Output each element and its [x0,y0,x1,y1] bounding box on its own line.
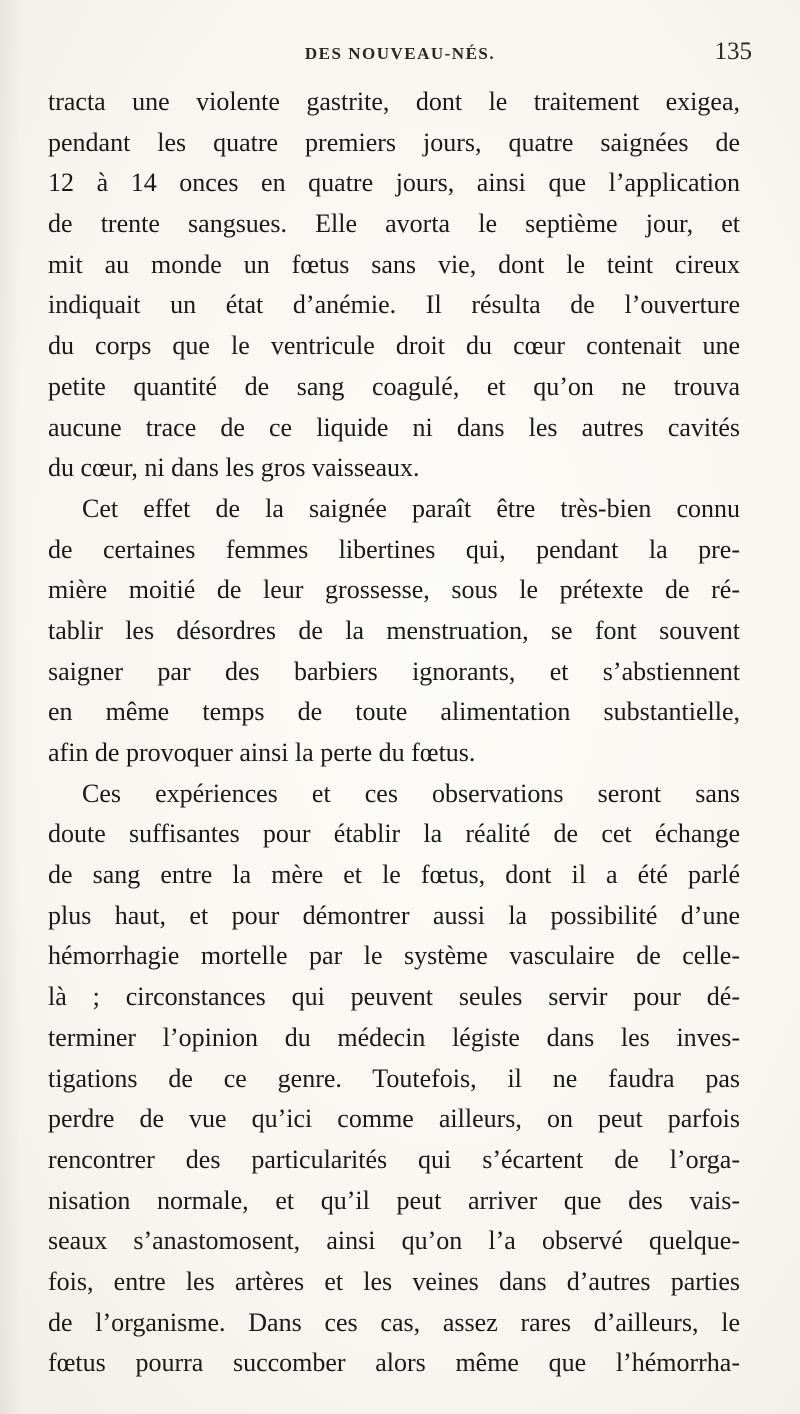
page-number: 135 [714,38,752,65]
text-line: nisation normale, et qu’il peut arriver que des vais- [48,1185,740,1215]
text-line: petite quantité de sang coagulé, et qu’on ne trouva [48,371,740,401]
text-line: saigner par des barbiers ignorants, et s’abstiennent [48,656,740,686]
text-line: tablir les désordres de la menstruation, se font souvent [48,615,740,645]
text-line: Cet effet de la saignée paraît être très-bien connu [82,493,740,523]
text-line: Ces expériences et ces observations seront sans [82,778,740,808]
text-line: perdre de vue qu’ici comme ailleurs, on peut parfois [48,1104,740,1134]
text-line: terminer l’opinion du médecin légiste dans les inves- [48,1022,740,1052]
text-line: de sang entre la mère et le fœtus, dont il a été parlé [48,860,740,890]
text-line: plus haut, et pour démontrer aussi la possibilité d’une [48,900,740,930]
text-line: rencontrer des particularités qui s’écartent de l’orga- [48,1144,740,1174]
text-line: mière moitié de leur grossesse, sous le prétexte de ré- [48,575,740,605]
text-line: là ; circonstances qui peuvent seules servir pour dé- [48,982,740,1012]
running-head [48,38,752,74]
text-line: aucune trace de ce liquide ni dans les autres cavités [48,412,740,442]
text-line: tracta une violente gastrite, dont le traitement exigea, [48,87,740,116]
text-line: mit au monde un fœtus sans vie, dont le teint cireux [48,249,740,279]
text-line: fois, entre les artères et les veines dans d’autres parties [48,1266,740,1296]
text-line: 12 à 14 onces en quatre jours, ainsi que l’application [48,168,740,198]
text-line: en même temps de toute alimentation substantielle, [48,697,740,727]
text-line: de l’organisme. Dans ces cas, assez rares d’ailleurs, le [48,1307,740,1337]
text-line: doute suffisantes pour établir la réalité de cet échange [48,819,740,849]
text-line: pendant les quatre premiers jours, quatre saignées de [48,127,740,157]
text-line: afin de provoquer ainsi la perte du fœtus. [48,738,476,767]
text-line: du cœur, ni dans les gros vaisseaux. [48,453,420,483]
text-line: hémorrhagie mortelle par le système vasculaire de celle- [48,941,740,971]
text-line: de trente sangsues. Elle avorta le septième jour, et [48,209,740,239]
body-text [48,82,740,1384]
text-line: indiquait un état d’anémie. Il résulta de l’ouverture [48,290,740,320]
text-line: du corps que le ventricule droit du cœur contenait une [48,331,740,361]
text-line: de certaines femmes libertines qui, pendant la pre- [48,534,740,564]
running-title: DES NOUVEAU-NÉS. [304,44,496,63]
text-line: seaux s’anastomosent, ainsi qu’on l’a observé quelque- [48,1226,740,1256]
text-line: tigations de ce genre. Toutefois, il ne faudra pas [48,1063,740,1093]
text-line: fœtus pourra succomber alors même que l’hémorrha- [48,1348,740,1378]
